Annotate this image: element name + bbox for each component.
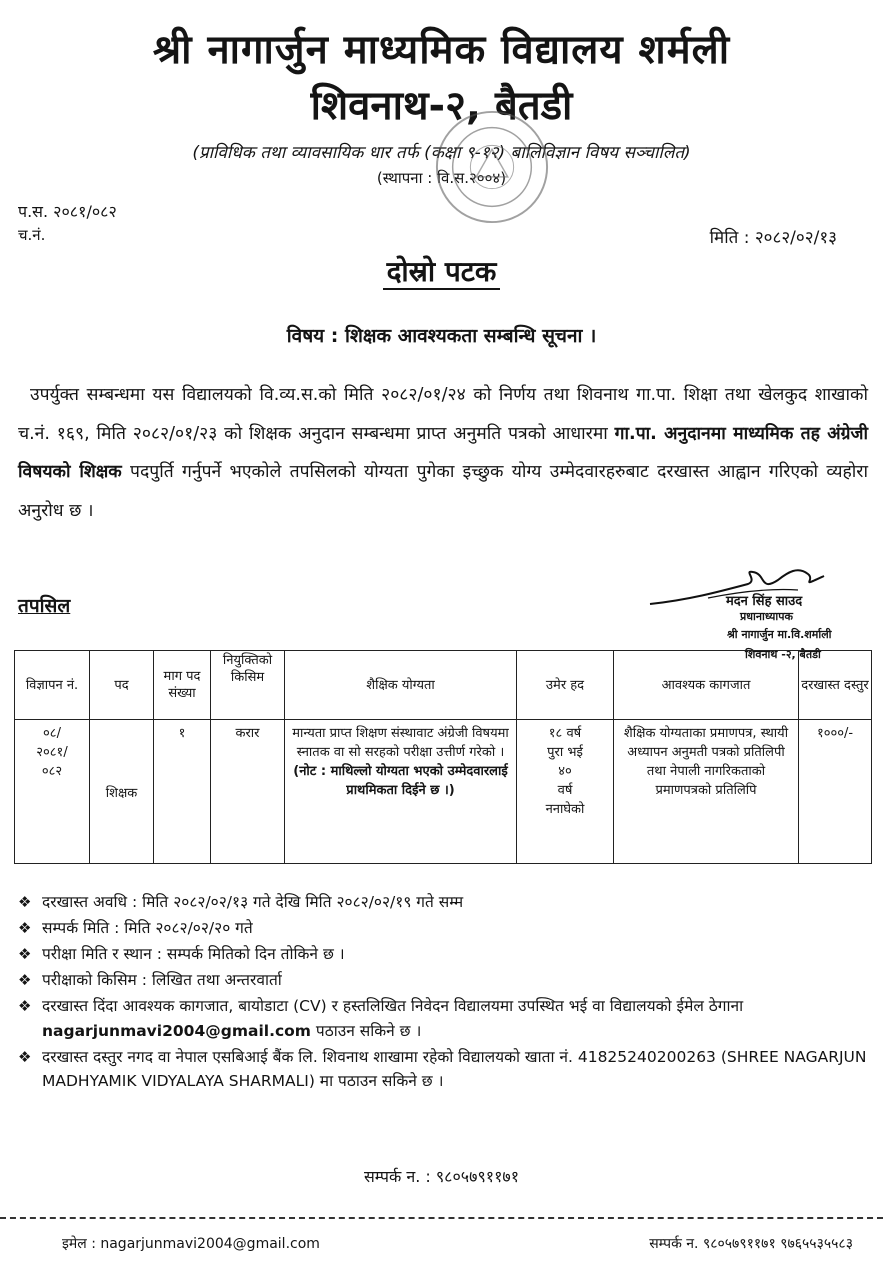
- bullet-text: सम्पर्क मिति : मिति २०८२/०२/२० गते: [42, 919, 253, 937]
- footer-email: इमेल : nagarjunmavi2004@gmail.com: [62, 1236, 320, 1252]
- notice-body: [18, 376, 868, 530]
- age-line: १८ वर्ष: [548, 726, 582, 741]
- header-fee: दरखास्त दस्तुर: [799, 651, 872, 720]
- ad-no-line: २०८१/: [36, 745, 68, 760]
- bullet-text: दरखास्त दिंदा आवश्यक कागजात, बायोडाटा (CV) र हस्तलिखित निवेदन विद्यालयमा उपस्थित भई वा विद्यालयको ईमेल ठेगाना: [42, 997, 744, 1015]
- bullet-text: परीक्षा मिति र स्थान : सम्पर्क मितिको दिन तोकिने छ ।: [42, 945, 345, 963]
- diamond-bullet-icon: ❖: [18, 919, 32, 937]
- body-part-1: उपर्युक्त सम्बन्धमा यस विद्यालयको वि.व्य.स.को मिति २०८२/०१/२४ को निर्णय तथा शिवनाथ गा.पा. शिक्षा तथा खेलकुद शाखाको च.नं. १६९, मिति २०८२/०१/२३ को शिक्षक अनुदान सम्बन्धमा प्राप्त अनुमति पत्रको आधारमा: [18, 385, 868, 444]
- cell-ad-no: [15, 720, 90, 864]
- cell-post: शिक्षक: [90, 720, 154, 864]
- bullet-text: परीक्षाको किसिम : लिखित तथा अन्तरवार्ता: [42, 971, 282, 989]
- signatory-school: श्री नागार्जुन मा.वि.शर्माली: [727, 628, 832, 641]
- body-part-2: पदपुर्ति गर्नुपर्ने भएकोले तपसिलको योग्यता पुगेका इच्छुक योग्य उम्मेदवारहरुबाट दरखास्त आह्वान गरिएको व्यहोरा अनुरोध छ ।: [18, 462, 868, 521]
- cell-appointment: करार: [211, 720, 285, 864]
- bullet-text: दरखास्त अवधि : मिति २०८२/०२/१३ गते देखि मिति २०८२/०२/१९ गते सम्म: [42, 893, 464, 911]
- list-item: [16, 994, 876, 1043]
- footer-divider: [0, 1217, 883, 1219]
- signatory-title: प्रधानाध्यापक: [740, 610, 793, 623]
- bullet-text: दरखास्त दस्तुर नगद वा नेपाल एसबिआई बैंक लि. शिवनाथ शाखामा रहेको विद्यालयको खाता नं. 41825240200263 (SHREE NAGARJUN MADHYAMIK VIDYALAYA SHARMALI) मा पठाउन सकिने छ ।: [42, 1047, 867, 1090]
- establishment-year: (स्थापना : वि.स.२००४): [376, 169, 507, 187]
- school-seal-stamp: [433, 108, 551, 226]
- age-line: वर्ष: [557, 783, 573, 798]
- ad-no-line: ०८२: [41, 764, 63, 779]
- header-age: उमेर हद: [517, 651, 614, 720]
- contact-number: सम्पर्क न. : ९८०५७९११७१: [363, 1167, 520, 1186]
- ad-no-line: ०८/: [43, 726, 61, 741]
- vacancy-table: [14, 650, 872, 864]
- age-line: ४०: [558, 764, 572, 779]
- list-item: [16, 890, 876, 915]
- notice-subject: विषय : शिक्षक आवश्यकता सम्बन्धि सूचना ।: [286, 325, 597, 347]
- list-item: [16, 968, 876, 993]
- cell-fee: १०००/-: [799, 720, 872, 864]
- dispatch-number: च.नं.: [18, 226, 46, 244]
- header-ad-no: विज्ञापन नं.: [15, 651, 90, 720]
- header-documents: आवश्यक कागजात: [614, 651, 799, 720]
- list-item: [16, 1045, 876, 1094]
- body-highlight: गा.पा. अनुदानमा माध्यमिक तह अंग्रेजी विषयको शिक्षक: [18, 423, 868, 482]
- age-line: ननाघेको: [545, 802, 585, 817]
- details-heading: तपसिल: [18, 595, 71, 617]
- diamond-bullet-icon: ❖: [18, 893, 32, 911]
- signatory-place: शिवनाथ -२, बैतडी: [745, 648, 821, 661]
- cell-documents: शैक्षिक योग्यताका प्रमाणपत्र, स्थायी अध्यापन अनुमती पत्रको प्रतिलिपी तथा नेपाली नागरिकताको प्रमाणपत्रको प्रतिलिपि: [614, 720, 799, 864]
- footer-phone: सम्पर्क न. ९८०५७९११७१ ९७६५५३५५८३: [649, 1236, 853, 1252]
- header-qualification: शैक्षिक योग्यता: [285, 651, 517, 720]
- qualification-text: मान्यता प्राप्त शिक्षण संस्थावाट अंग्रेजी विषयमा स्नातक वा सो सरहको परीक्षा उत्तीर्ण गरेको ।: [292, 726, 509, 760]
- list-item: [16, 942, 876, 967]
- diamond-bullet-icon: ❖: [18, 997, 32, 1015]
- table-row: [15, 720, 872, 864]
- cell-qualification: [285, 720, 517, 864]
- diamond-bullet-icon: ❖: [18, 1047, 32, 1066]
- school-email-link[interactable]: nagarjunmavi2004@gmail.com: [42, 1021, 311, 1040]
- notice-round-text: दोस्रो पटक: [383, 255, 501, 290]
- signatory-name: मदन सिंह साउद: [726, 594, 803, 609]
- header-count: माग पद संख्या: [154, 651, 211, 720]
- instructions-list: [16, 890, 876, 1095]
- school-name: श्री नागार्जुन माध्यमिक विद्यालय शर्मली: [152, 27, 731, 73]
- school-address: शिवनाथ-२, बैतडी: [310, 83, 573, 129]
- diamond-bullet-icon: ❖: [18, 945, 32, 963]
- reference-number: प.स. २०८१/०८२: [18, 202, 117, 221]
- notice-round-heading: [0, 252, 883, 290]
- diamond-bullet-icon: ❖: [18, 971, 32, 989]
- school-tagline: (प्राविधिक तथा व्यावसायिक धार तर्फ (कक्षा ९-१२) बालिविज्ञान विषय सञ्चालित): [192, 143, 691, 163]
- notice-date: मिति : २०८२/०२/१३: [709, 228, 837, 248]
- header-appointment: नियुक्तिको किसिम: [211, 651, 285, 720]
- cell-age: [517, 720, 614, 864]
- header-post: पद: [90, 651, 154, 720]
- cell-count: १: [154, 720, 211, 864]
- list-item: [16, 916, 876, 941]
- age-line: पुरा भई: [547, 745, 583, 760]
- qualification-note: (नोट : माथिल्लो योग्यता भएको उम्मेदवारलाई प्राथमिकता दिईने छ ।): [293, 764, 508, 798]
- bullet-text: पठाउन सकिने छ ।: [315, 1021, 422, 1040]
- table-header-row: [15, 651, 872, 720]
